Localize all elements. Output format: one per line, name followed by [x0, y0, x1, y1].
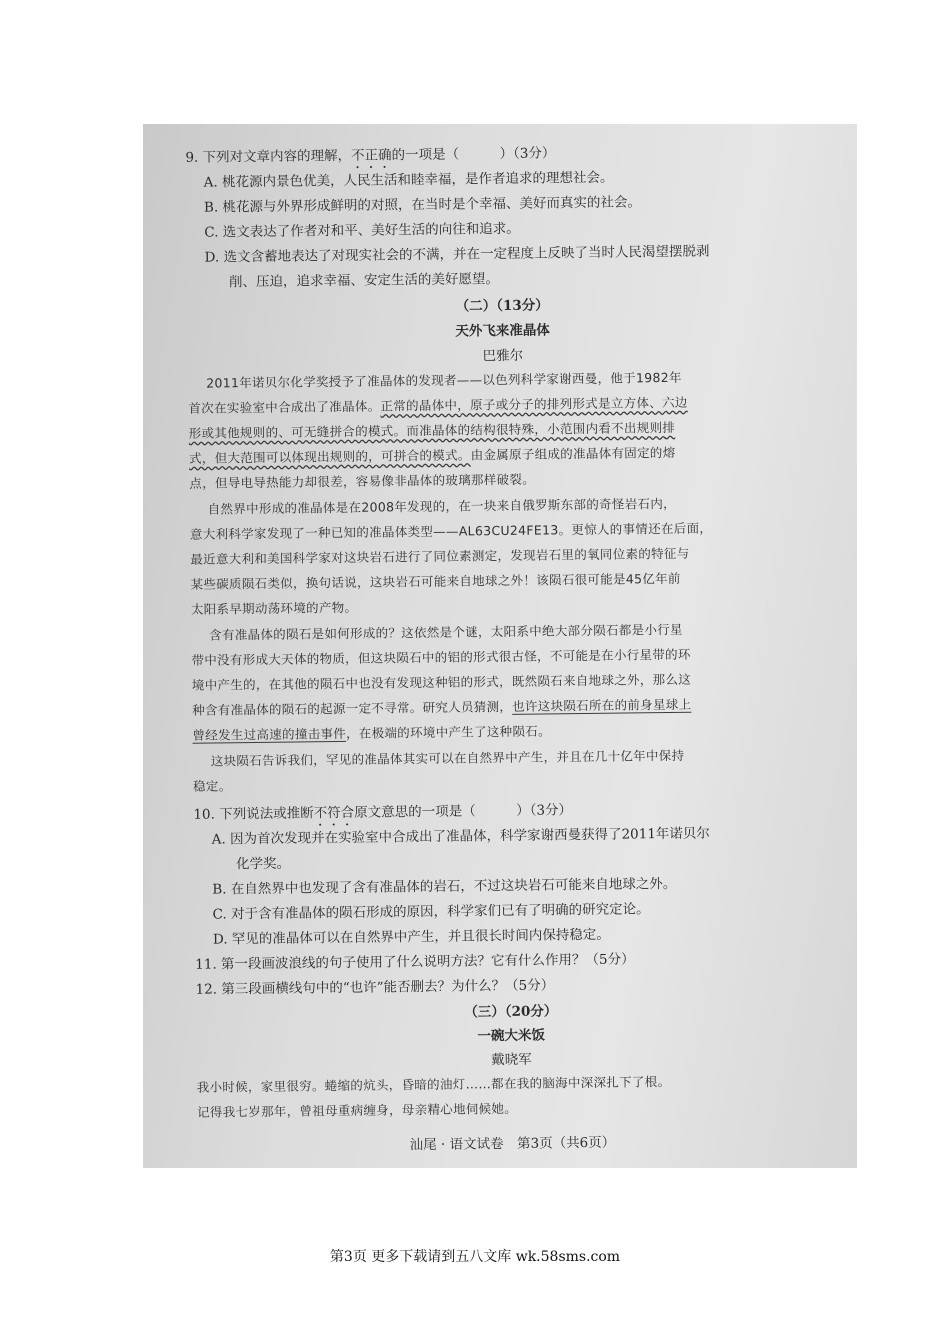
q10-option-a: A. 因为首次发现并在实验室中合成出了准晶体，科学家谢西曼获得了2011年诺贝尔 — [211, 825, 710, 848]
document-footer: 第3页 更多下载请到五八文库 wk.58sms.com — [329, 1249, 621, 1265]
q10-option-d: D. 罕见的准晶体可以在自然界中产生，并且很长时间内保持稳定。 — [212, 926, 610, 948]
passage-p2-line1: 自然界中形成的准晶体是在2008年发现的，在一块来自俄罗斯东部的奇怪岩石内， — [207, 495, 676, 517]
passage-p1-line1: 2011年诺贝尔化学奖授予了准晶体的发现者——以色列科学家谢西曼，他于1982年 — [206, 369, 682, 391]
q10-option-a-continued: 化学奖。 — [235, 855, 291, 873]
passage-p1-line2: 首次在实验室中合成出了准晶体。正常的晶体中，原子或分子的排列形式是立方体、六边 — [188, 394, 688, 416]
passage-p4-line1: 这块陨石告诉我们，罕见的准晶体其实可以在自然界中产生，并且在几十亿年中保持 — [210, 747, 685, 769]
q12-stem: 12. 第三段画横线句中的“也许”能否删去？为什么？（5分） — [195, 977, 555, 998]
section3-author: 戴晓军 — [491, 1051, 532, 1069]
story-line1: 我小时候，家里很穷。蜷缩的炕头，昏暗的油灯……都在我的脑海中深深扎下了根。 — [196, 1073, 671, 1095]
passage-p1-line4: 式，但大范围可以体现出规则的，可拼合的模式。由金属原子组成的准晶体有固定的熔 — [188, 444, 676, 466]
q9-option-b: B. 桃花源与外界形成鲜明的对照，在当时是个幸福、美好而真实的社会。 — [203, 194, 642, 216]
underlined-sentence: 也许这块陨石所在的前身星球上 — [512, 696, 692, 714]
q9-stem: 9. 下列对文章内容的理解，不正确的一项是（ ）（3分） — [185, 145, 556, 166]
q9-option-c: C. 选文表达了作者对和平、美好生活的向往和追求。 — [204, 220, 520, 241]
q9-option-d-continued: 削、压迫，追求幸福、安定生活的美好愿望。 — [228, 271, 499, 291]
passage-p3-line3: 境中产生的，在其他的陨石中也没有发现这种铝的形式，既然陨石来自地球之外，那么这 — [191, 671, 692, 693]
passage-p3-line1: 含有准晶体的陨石是如何形成的？这依然是个谜，太阳系中绝大部分陨石都是小行星 — [209, 621, 683, 643]
section2-heading: （二）（13分） — [455, 297, 549, 315]
passage-p3-line5: 曾经发生过高速的撞击事件，在极端的环境中产生了这种陨石。 — [192, 723, 551, 743]
passage-p2-line5: 太阳系早期动荡环境的产物。 — [190, 599, 358, 617]
q9-option-a: A. 桃花源内景色优美，人民生活和睦幸福，是作者追求的理想社会。 — [203, 169, 614, 191]
wavy-underlined-sentence: 正常的晶体中，原子或分子的排列形式是立方体、六边 — [380, 394, 688, 414]
passage-p3-line4: 种含有准晶体的陨石的起源一定不寻常。研究人员猜测，也许这块陨石所在的前身星球上 — [192, 696, 692, 718]
q9-option-d: D. 选文含蓄地表达了对现实社会的不满，并在一定程度上反映了当时人民渴望摆脱剥 — [204, 243, 710, 266]
passage-p1-line5: 点，但导电导热能力却很差，容易像非晶体的玻璃那样破裂。 — [189, 471, 536, 491]
story-line2: 记得我七岁那年，曾祖母重病缠身，母亲精心地伺候她。 — [196, 1100, 518, 1120]
section2-author: 巴雅尔 — [482, 347, 524, 365]
passage-p4-line2: 稳定。 — [192, 778, 232, 794]
exam-page-footer: 汕尾 · 语文试卷 第3页（共6页） — [409, 1134, 616, 1154]
section2-title: 天外飞来准晶体 — [455, 322, 550, 340]
passage-p1-line3: 形或其他规则的、可无缝拼合的模式。而准晶体的结构很特殊，小范围内看不出规则排 — [188, 419, 676, 441]
passage-p2-line4: 某些碳质陨石类似，换句话说，这块岩石可能来自地球之外！该陨石很可能是45亿年前 — [190, 570, 681, 592]
q11-stem: 11. 第一段画波浪线的句子使用了什么说明方法？它有什么作用？（5分） — [195, 951, 635, 973]
scanned-exam-photo — [143, 124, 857, 1168]
section3-heading: （三）（20分） — [464, 1003, 558, 1021]
passage-p3-line2: 带中没有形成大天体的物质，但这块陨石中的铝的形式很古怪，不可能是在小行星带的环 — [191, 646, 691, 668]
q10-stem: 10. 下列说法或推断不符合原文意思的一项是（ ）（3分） — [193, 802, 573, 823]
q10-option-b: B. 在自然界中也发现了含有准晶体的岩石，不过这块岩石可能来自地球之外。 — [212, 875, 677, 898]
q10-option-c: C. 对于含有准晶体的陨石形成的原因，科学家们已有了明确的研究定论。 — [212, 901, 650, 923]
section3-title: 一碗大米饭 — [477, 1027, 545, 1045]
passage-p2-line2: 意大利科学家发现了一种已知的准晶体类型——AL63CU24FE13。更惊人的事情还在后面， — [189, 520, 713, 542]
passage-p2-line3: 最近意大利和美国科学家对这块岩石进行了同位素测定，发现岩石里的氧同位素的特征与 — [190, 545, 690, 567]
exam-sheet — [143, 124, 857, 1168]
